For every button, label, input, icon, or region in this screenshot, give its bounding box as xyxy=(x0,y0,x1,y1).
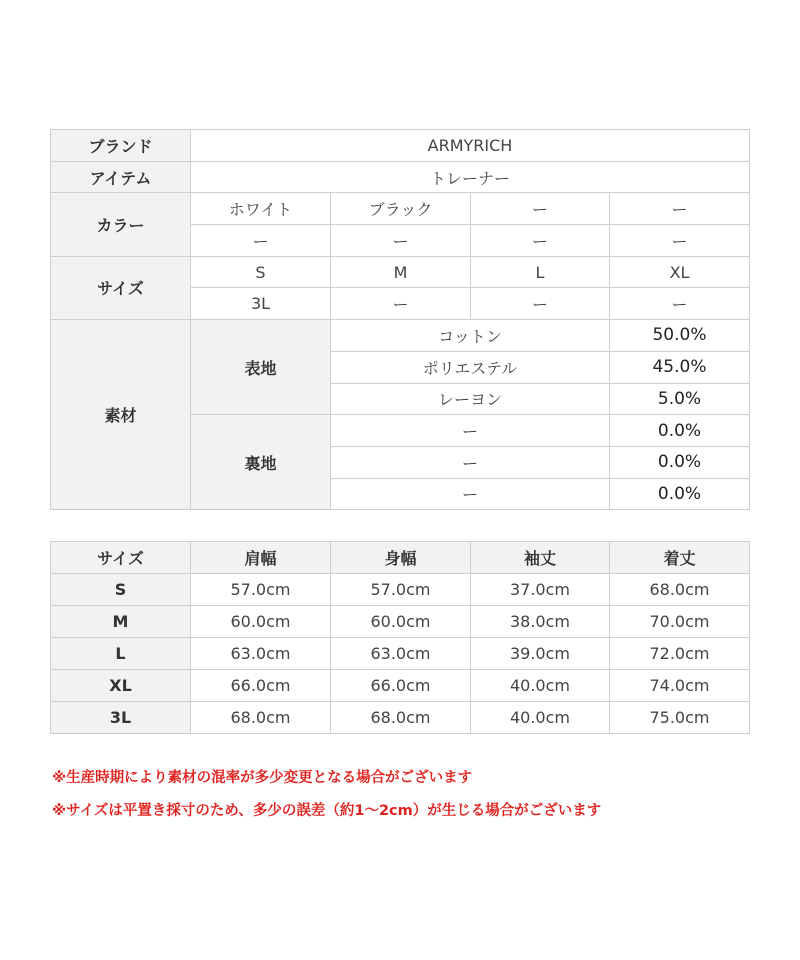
color-cell: ブラック xyxy=(331,193,471,225)
table-cell: 63.0cm xyxy=(191,638,331,670)
material-percent: 0.0% xyxy=(610,446,750,478)
column-header: 着丈 xyxy=(610,542,750,574)
color-cell: ー xyxy=(191,225,331,257)
size-cell: S xyxy=(191,256,331,288)
material-name: レーヨン xyxy=(331,383,610,415)
size-cell: ー xyxy=(471,288,610,320)
table-cell: 40.0cm xyxy=(471,670,610,702)
color-cell: ホワイト xyxy=(191,193,331,225)
material-name: ー xyxy=(331,478,610,510)
material-name: ー xyxy=(331,446,610,478)
row-header: S xyxy=(51,574,191,606)
table-cell: 72.0cm xyxy=(610,638,750,670)
table-cell: 40.0cm xyxy=(471,702,610,734)
material-label: 素材 xyxy=(51,320,191,510)
material-percent: 45.0% xyxy=(610,351,750,383)
item-row xyxy=(51,161,750,193)
color-cell: ー xyxy=(610,193,750,225)
table-cell: 57.0cm xyxy=(331,574,471,606)
size-cell: ー xyxy=(610,288,750,320)
table-row xyxy=(51,638,750,670)
table-cell: 60.0cm xyxy=(331,606,471,638)
brand-row xyxy=(51,130,750,162)
table-cell: 38.0cm xyxy=(471,606,610,638)
size-cell: 3L xyxy=(191,288,331,320)
column-header: 肩幅 xyxy=(191,542,331,574)
table-cell: 68.0cm xyxy=(610,574,750,606)
material-row xyxy=(51,320,750,352)
table-cell: 63.0cm xyxy=(331,638,471,670)
table-cell: 66.0cm xyxy=(331,670,471,702)
size-table-header-row xyxy=(51,542,750,574)
size-cell: L xyxy=(471,256,610,288)
size-cell: XL xyxy=(610,256,750,288)
item-label: アイテム xyxy=(51,161,191,193)
size-label: サイズ xyxy=(51,256,191,319)
note-size: ※サイズは平置き採寸のため、多少の誤差（約1～2cm）が生じる場合がございます xyxy=(52,803,602,819)
size-cell: M xyxy=(331,256,471,288)
column-header: サイズ xyxy=(51,542,191,574)
brand-value: ARMYRICH xyxy=(191,130,750,162)
material-percent: 0.0% xyxy=(610,415,750,447)
table-cell: 66.0cm xyxy=(191,670,331,702)
table-cell: 37.0cm xyxy=(471,574,610,606)
size-table xyxy=(50,541,750,734)
color-label: カラー xyxy=(51,193,191,256)
table-row xyxy=(51,574,750,606)
size-row xyxy=(51,256,750,288)
color-cell: ー xyxy=(610,225,750,257)
size-cell: ー xyxy=(331,288,471,320)
table-cell: 75.0cm xyxy=(610,702,750,734)
brand-label: ブランド xyxy=(51,130,191,162)
row-header: M xyxy=(51,606,191,638)
row-header: L xyxy=(51,638,191,670)
color-cell: ー xyxy=(471,225,610,257)
column-header: 袖丈 xyxy=(471,542,610,574)
lining-label: 裏地 xyxy=(191,415,331,510)
color-cell: ー xyxy=(331,225,471,257)
table-row xyxy=(51,606,750,638)
row-header: 3L xyxy=(51,702,191,734)
table-row xyxy=(51,702,750,734)
material-percent: 50.0% xyxy=(610,320,750,352)
table-cell: 39.0cm xyxy=(471,638,610,670)
table-row xyxy=(51,670,750,702)
row-header: XL xyxy=(51,670,191,702)
column-header: 身幅 xyxy=(331,542,471,574)
color-row xyxy=(51,193,750,225)
material-percent: 0.0% xyxy=(610,478,750,510)
table-cell: 60.0cm xyxy=(191,606,331,638)
outer-label: 表地 xyxy=(191,320,331,415)
item-value: トレーナー xyxy=(191,161,750,193)
color-cell: ー xyxy=(471,193,610,225)
material-name: コットン xyxy=(331,320,610,352)
spec-table xyxy=(50,129,750,510)
material-name: ポリエステル xyxy=(331,351,610,383)
table-cell: 68.0cm xyxy=(191,702,331,734)
table-cell: 74.0cm xyxy=(610,670,750,702)
note-material: ※生産時期により素材の混率が多少変更となる場合がございます xyxy=(52,770,473,786)
table-cell: 57.0cm xyxy=(191,574,331,606)
table-cell: 68.0cm xyxy=(331,702,471,734)
material-name: ー xyxy=(331,415,610,447)
material-percent: 5.0% xyxy=(610,383,750,415)
table-cell: 70.0cm xyxy=(610,606,750,638)
